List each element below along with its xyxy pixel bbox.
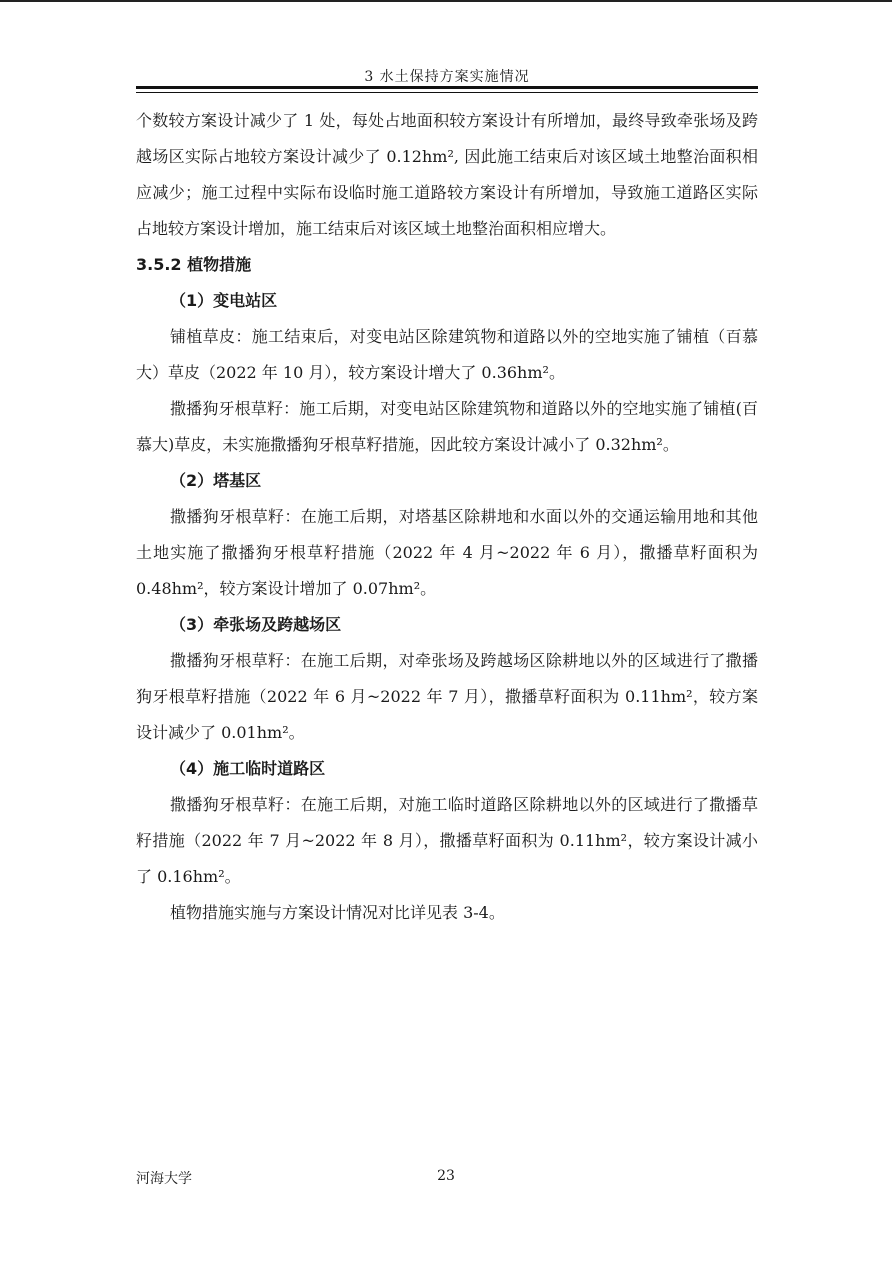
subheading-tower-base: （2）塔基区 — [170, 471, 262, 490]
section-heading: 3.5.2 植物措施 — [136, 255, 252, 274]
page-body — [136, 103, 758, 931]
paragraph-seeding-substation: 撒播狗牙根草籽：施工后期，对变电站区除建筑物和道路以外的空地实施了铺植(百慕大)草皮，未实施撒播狗牙根草籽措施，因此较方案设计减小了 0.32hm²。 — [136, 399, 758, 454]
top-border — [0, 0, 892, 2]
paragraph-continued: 个数较方案设计减少了 1 处，每处占地面积较方案设计有所增加，最终导致牵张场及跨越场区实际占地较方案设计减少了 0.12hm², 因此施工结束后对该区域土地整治面积相应减少；施工过程中实际布设临时施工道路较方案设计有所增加，导致施工道路区实际占地较方案设计增加，施工结束后对该区域土地整治面积相应增大。 — [136, 111, 758, 238]
header-rule-thick — [136, 86, 758, 89]
paragraph-tower-base: 撒播狗牙根草籽：在施工后期，对塔基区除耕地和水面以外的交通运输用地和其他土地实施了撒播狗牙根草籽措施（2022 年 4 月~2022 年 6 月），撒播草籽面积为 0.48hm²，较方案设计增加了 0.07hm²。 — [136, 507, 758, 598]
running-header: 3 水土保持方案实施情况 — [364, 69, 530, 85]
paragraph-table-ref: 植物措施实施与方案设计情况对比详见表 3-4。 — [170, 903, 505, 922]
footer-institution: 河海大学 — [136, 1171, 192, 1187]
page-number: 23 — [437, 1168, 455, 1184]
paragraph-sod: 铺植草皮：施工结束后，对变电站区除建筑物和道路以外的空地实施了铺植（百慕大）草皮（2022 年 10 月），较方案设计增大了 0.36hm²。 — [136, 327, 758, 382]
subheading-substation: （1）变电站区 — [170, 291, 278, 310]
subheading-temp-road: （4）施工临时道路区 — [170, 759, 326, 778]
paragraph-tension-field: 撒播狗牙根草籽：在施工后期，对牵张场及跨越场区除耕地以外的区域进行了撒播狗牙根草籽措施（2022 年 6 月~2022 年 7 月），撒播草籽面积为 0.11hm²，较方案设计减少了 0.01hm²。 — [136, 651, 758, 742]
paragraph-temp-road: 撒播狗牙根草籽：在施工后期，对施工临时道路区除耕地以外的区域进行了撒播草籽措施（2022 年 7 月~2022 年 8 月），撒播草籽面积为 0.11hm²，较方案设计减小了 0.16hm²。 — [136, 795, 758, 886]
subheading-tension-field: （3）牵张场及跨越场区 — [170, 615, 342, 634]
header-rule-thin — [136, 92, 758, 93]
